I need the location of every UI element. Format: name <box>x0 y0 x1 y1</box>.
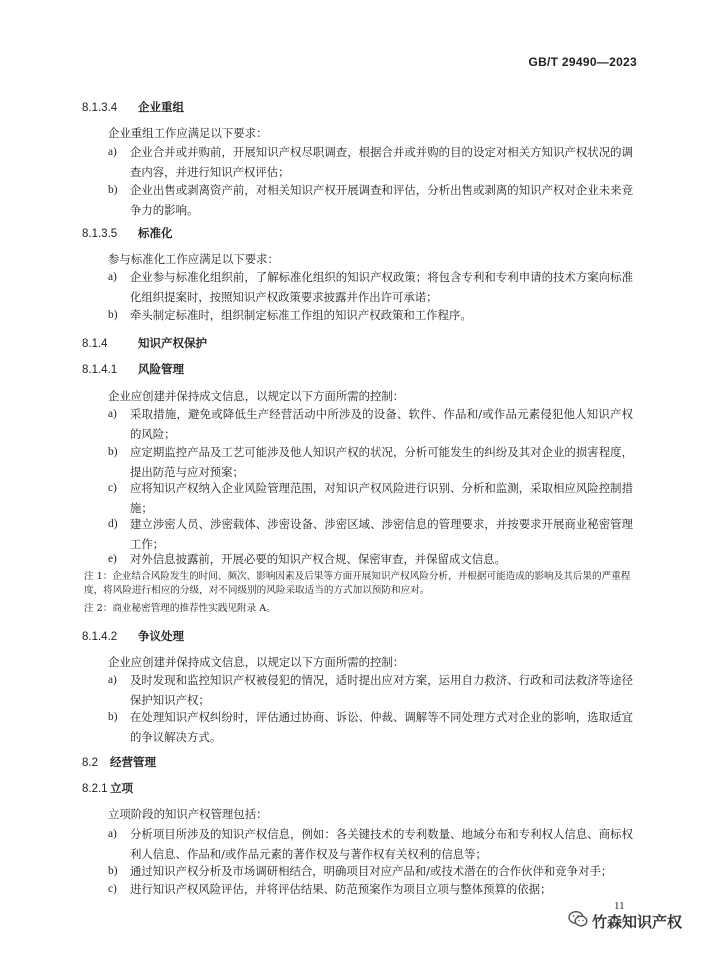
section-number: 8.1.3.4 <box>82 102 118 114</box>
section-heading-8-2-1 <box>82 780 133 796</box>
list-text: 建立涉密人员、涉密载体、涉密设备、涉密区域、涉密信息的管理要求，并按要求开展商业秘密管理工作； <box>130 517 633 551</box>
list-marker: b) <box>108 865 118 877</box>
list-marker: b) <box>108 184 118 196</box>
list-marker: d) <box>108 518 118 530</box>
list-text: 企业参与标准化组织前，了解标准化组织的知识产权政策；将包含专利和专利申请的技术方案向标准化组织提案时，按照知识产权政策要求披露并作出许可承诺； <box>130 270 633 304</box>
list-marker: c) <box>108 883 117 895</box>
list-text: 采取措施，避免或降低生产经营活动中所涉及的设备、软件、作品和/或作品元素侵犯他人知识产权的风险； <box>130 407 633 441</box>
paragraph: 企业应创建并保持成文信息，以规定以下方面所需的控制： <box>108 389 405 403</box>
section-title: 企业重组 <box>138 100 184 114</box>
section-heading-8-1-3-4 <box>82 99 184 115</box>
list-item <box>108 824 633 864</box>
section-title: 争议处理 <box>138 629 184 643</box>
section-heading-8-1-4-1 <box>82 361 184 377</box>
note-1 <box>84 570 636 598</box>
section-title: 立项 <box>110 781 133 795</box>
section-title: 经营管理 <box>110 755 156 769</box>
section-number: 8.2 <box>82 757 98 769</box>
list-text: 进行知识产权风险评估，并将评估结果、防范预案作为项目立项与整体预算的依据； <box>130 882 552 896</box>
list-item <box>108 670 633 710</box>
section-number: 8.1.4.1 <box>82 364 118 376</box>
list-text: 通过知识产权分析及市场调研相结合，明确项目对应产品和/或技术潜在的合作伙伴和竞争对手； <box>130 864 613 878</box>
list-marker: a) <box>108 146 117 158</box>
list-text: 应定期监控产品及工艺可能涉及他人知识产权的状况，分析可能发生的纠纷及其对企业的损害程度，提出防范与应对预案； <box>130 445 633 479</box>
note-text: 企业结合风险发生的时间、频次、影响因素及后果等方面开展知识产权风险分析，并根据可能造成的影响及其后果的严重程度，将风险进行相应的分级，对不同级别的风险采取适当的方式加以预防和应对。 <box>84 571 631 596</box>
list-item <box>108 442 633 482</box>
paragraph: 立项阶段的知识产权管理包括： <box>108 807 268 821</box>
section-heading-8-1-3-5 <box>82 225 173 241</box>
section-heading-8-2 <box>82 754 156 770</box>
list-marker: a) <box>108 408 117 420</box>
list-text: 在处理知识产权纠纷时，评估通过协商、诉讼、仲裁、调解等不同处理方式对企业的影响，选取适宜的争议解决方式。 <box>130 710 633 744</box>
list-marker: b) <box>108 309 118 321</box>
paragraph: 企业应创建并保持成文信息，以规定以下方面所需的控制： <box>108 655 405 669</box>
list-marker: b) <box>108 446 118 458</box>
list-marker: b) <box>108 711 118 723</box>
watermark <box>568 910 682 932</box>
page-number: 11 <box>614 900 625 912</box>
list-text: 企业合并或并购前，开展知识产权尽职调查，根据合并或并购的目的设定对相关方知识产权状况的调查内容，并进行知识产权评估； <box>130 145 633 179</box>
list-text: 应将知识产权纳入企业风险管理范围，对知识产权风险进行识别、分析和监测，采取相应风险控制措施； <box>130 481 633 515</box>
list-item <box>108 142 633 182</box>
section-number: 8.2.1 <box>82 783 108 795</box>
list-marker: a) <box>108 674 117 686</box>
section-number: 8.1.3.5 <box>82 228 118 240</box>
list-marker: e) <box>108 553 117 565</box>
section-title: 标准化 <box>138 226 173 240</box>
section-title: 风险管理 <box>138 362 184 376</box>
standard-code: GB/T 29490—2023 <box>528 55 637 69</box>
list-text: 及时发现和监控知识产权被侵犯的情况，适时提出应对方案，运用自力救济、行政和司法救济等途径保护知识产权； <box>130 673 633 707</box>
section-heading-8-1-4 <box>82 335 207 351</box>
list-item <box>108 879 633 899</box>
section-number: 8.1.4.2 <box>82 631 118 643</box>
list-marker: a) <box>108 271 117 283</box>
wechat-icon <box>568 910 588 932</box>
list-marker: a) <box>108 828 117 840</box>
list-item <box>108 861 633 881</box>
note-label: 注 1： <box>84 571 113 582</box>
list-item <box>108 305 633 325</box>
list-item <box>108 707 633 747</box>
section-number: 8.1.4 <box>82 338 108 350</box>
list-text: 企业出售或剥离资产前，对相关知识产权开展调查和评估，分析出售或剥离的知识产权对企业未来竞争力的影响。 <box>130 183 633 217</box>
list-item <box>108 404 633 444</box>
note-label: 注 2： <box>84 603 113 614</box>
list-item <box>108 549 633 569</box>
list-marker: c) <box>108 482 117 494</box>
list-text: 分析项目所涉及的知识产权信息，例如：各关键技术的专利数量、地域分布和专利权人信息、商标权利人信息、作品和/或作品元素的著作权及与著作权有关权利的信息等； <box>130 827 633 861</box>
list-item <box>108 180 633 220</box>
paragraph: 企业重组工作应满足以下要求： <box>108 126 268 140</box>
list-text: 牵头制定标准时，组织制定标准工作组的知识产权政策和工作程序。 <box>130 308 472 322</box>
list-item <box>108 478 633 518</box>
note-2 <box>84 602 636 616</box>
watermark-text: 竹森知识产权 <box>592 912 683 931</box>
list-item <box>108 267 633 307</box>
section-heading-8-1-4-2 <box>82 628 184 644</box>
note-text: 商业秘密管理的推荐性实践见附录 A。 <box>112 603 276 614</box>
paragraph: 参与标准化工作应满足以下要求： <box>108 252 279 266</box>
list-item <box>108 514 633 554</box>
list-text: 对外信息披露前，开展必要的知识产权合规、保密审查，并保留成文信息。 <box>130 552 506 566</box>
section-title: 知识产权保护 <box>138 336 207 350</box>
